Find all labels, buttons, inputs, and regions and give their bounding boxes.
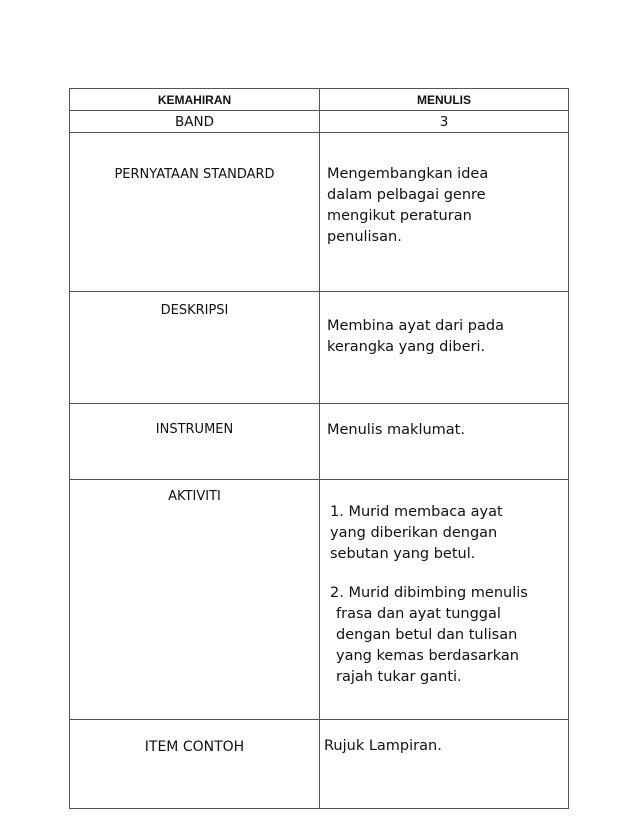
aktiviti-item2-line: yang kemas berdasarkan [336,648,519,664]
aktiviti-value [320,480,569,720]
band-label: BAND [70,111,320,133]
aktiviti-item1-line: yang diberikan dengan [330,525,498,541]
pernyataan-line: dalam pelbagai genre [327,187,486,203]
pernyataan-value [320,133,569,292]
deskripsi-line: kerangka yang diberi. [327,339,486,355]
instrumen-value: Menulis maklumat. [320,404,569,480]
pernyataan-row [70,133,569,292]
header-row [70,89,569,111]
aktiviti-item2-line: rajah tukar ganti. [336,669,462,685]
item-contoh-value: Rujuk Lampiran. [320,720,569,809]
skill-table [69,88,569,809]
aktiviti-row [70,480,569,720]
instrumen-label: INSTRUMEN [70,404,320,480]
pernyataan-line: penulisan. [327,229,402,245]
paragraph-gap [330,565,564,583]
deskripsi-label: DESKRIPSI [70,292,320,404]
deskripsi-row [70,292,569,404]
item-contoh-label: ITEM CONTOH [70,720,320,809]
pernyataan-label: PERNYATAAN STANDARD [70,133,320,292]
header-kemahiran: KEMAHIRAN [70,89,320,111]
header-menulis: MENULIS [320,89,569,111]
aktiviti-item1-line: sebutan yang betul. [330,546,476,562]
aktiviti-item2-line: 2. Murid dibimbing menulis [330,585,528,601]
aktiviti-label: AKTIVITI [70,480,320,720]
deskripsi-line: Membina ayat dari pada [327,318,504,334]
band-value: 3 [320,111,569,133]
aktiviti-item2-line: frasa dan ayat tunggal [336,606,501,622]
deskripsi-value [320,292,569,404]
aktiviti-item1-line: 1. Murid membaca ayat [330,504,503,520]
band-row [70,111,569,133]
item-contoh-row [70,720,569,809]
instrumen-row [70,404,569,480]
aktiviti-item2-line: dengan betul dan tulisan [336,627,518,643]
pernyataan-line: Mengembangkan idea [327,166,489,182]
pernyataan-line: mengikut peraturan [327,208,472,224]
